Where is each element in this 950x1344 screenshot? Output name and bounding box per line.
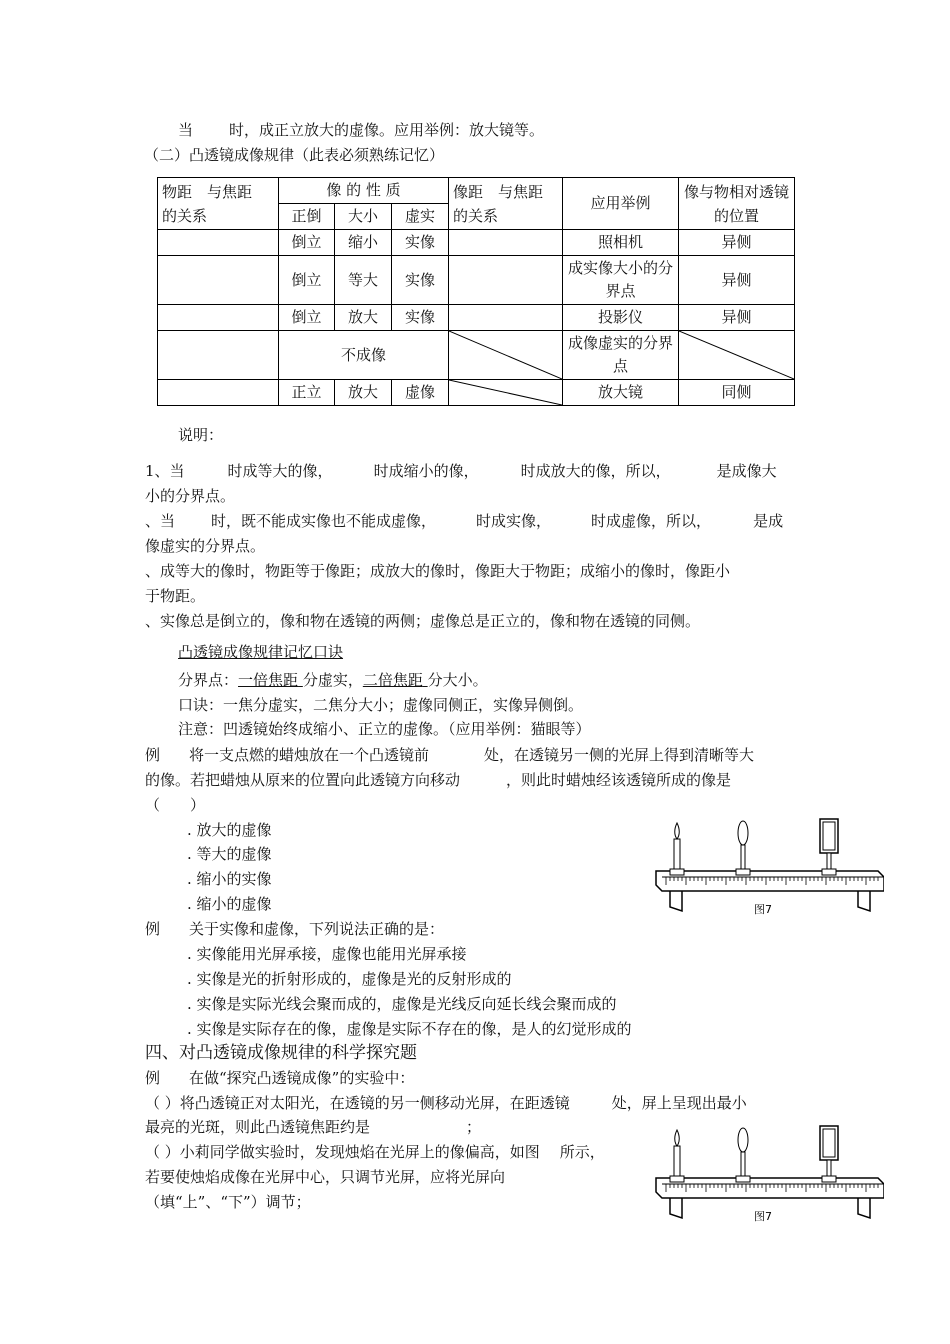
mnemonic-line-2: 口诀：一焦分虚实，二焦分大小；虚像同侧正，实像异侧倒。 xyxy=(178,696,584,714)
section-4-heading: 四、对凸透镜成像规律的科学探究题 xyxy=(145,1043,417,1063)
example-3-q1-cont: 最亮的光斑，则此凸透镜焦距约是 ； xyxy=(145,1118,482,1136)
diagonal-slash xyxy=(679,331,795,380)
example-3-q1: （ ）将凸透镜正对太阳光，在透镜的另一侧移动光屏，在距透镜 处，屏上呈现出最小 xyxy=(145,1094,747,1112)
header-image-distance: 像距 与焦距 的关系 xyxy=(449,178,563,230)
example-1-option: . 缩小的实像 xyxy=(187,870,272,888)
figure-label: 图7 xyxy=(754,1210,772,1223)
header-real: 虚实 xyxy=(392,204,449,230)
note-2-cont: 像虚实的分界点。 xyxy=(145,537,266,555)
table-row: 不成像 成像虚实的分界点 xyxy=(158,331,795,380)
example-1-stem: 例 将一支点燃的蜡烛放在一个凸透镜前 处，在透镜另一侧的光屏上得到清晰等大 xyxy=(145,746,755,764)
example-1-stem-2: 的像。若把蜡烛从原来的位置向此透镜方向移动 ，则此时蜡烛经该透镜所成的像是 xyxy=(145,771,732,789)
table-row: 倒立 放大 实像 投影仪 异侧 xyxy=(158,305,795,331)
mnemonic-line-3: 注意：凹透镜始终成缩小、正立的虚像。（应用举例：猫眼等） xyxy=(178,720,591,738)
header-application: 应用举例 xyxy=(563,178,679,230)
note-4: 、实像总是倒立的，像和物在透镜的两侧；虚像总是正立的，像和物在透镜的同侧。 xyxy=(145,612,701,630)
explain-title: 说明： xyxy=(178,426,224,444)
table-row: 倒立 等大 实像 成实像大小的分界点 异侧 xyxy=(158,256,795,305)
diagonal-slash xyxy=(449,380,563,406)
example-2-option: . 实像是实际光线会聚而成的，虚像是光线反向延长线会聚而成的 xyxy=(187,995,617,1013)
optical-bench-figure xyxy=(648,815,884,919)
example-1-option: . 缩小的虚像 xyxy=(187,895,272,913)
optical-bench-figure xyxy=(648,1122,884,1226)
diagonal-slash xyxy=(449,331,563,380)
note-1-cont: 小的分界点。 xyxy=(145,487,236,505)
note-2: 、当 时，既不能成实像也不能成虚像， 时成实像， 时成虚像，所以， 是成 xyxy=(145,512,784,530)
table-row: 正立 放大 虚像 放大镜 同侧 xyxy=(158,380,795,406)
example-2-option: . 实像是光的折射形成的，虚像是光的反射形成的 xyxy=(187,970,512,988)
section-title: （二）凸透镜成像规律（此表必须熟练记忆） xyxy=(144,146,445,164)
note-3: 、成等大的像时，物距等于像距；成放大的像时，像距大于物距；成缩小的像时，像距小 xyxy=(145,562,731,580)
example-3-q2-cont: 若要使烛焰成像在光屏中心，只调节光屏，应将光屏向 xyxy=(145,1168,506,1186)
optical-bench-drawing xyxy=(648,815,884,919)
header-image-property: 像 的 性 质 xyxy=(279,178,449,204)
example-3-q2: （ ）小莉同学做实验时，发现烛焰在光屏上的像偏高，如图 所示， xyxy=(145,1143,605,1161)
example-1-option: . 放大的虚像 xyxy=(187,821,272,839)
mnemonic-line-1: 分界点：一倍焦距 分虚实，二倍焦距 分大小。 xyxy=(178,671,488,689)
example-1-paren: （ ） xyxy=(145,796,206,814)
imaging-rules-table xyxy=(157,177,795,406)
example-2-option: . 实像是实际存在的像，虚像是实际不存在的像，是人的幻觉形成的 xyxy=(187,1020,632,1038)
note-3-cont: 于物距。 xyxy=(145,587,206,605)
header-object-distance: 物距 与焦距 的关系 xyxy=(158,178,279,230)
example-2-stem: 例 关于实像和虚像，下列说法正确的是： xyxy=(145,920,445,938)
header-upright: 正倒 xyxy=(279,204,335,230)
header-size: 大小 xyxy=(335,204,392,230)
figure-label: 图7 xyxy=(754,903,772,916)
header-relative-position: 像与物相对透镜的位置 xyxy=(679,178,795,230)
table-row: 倒立 缩小 实像 照相机 异侧 xyxy=(158,230,795,256)
top-line: 当 时，成正立放大的虚像。应用举例：放大镜等。 xyxy=(178,121,545,139)
note-1: 1、当 时成等大的像， 时成缩小的像， 时成放大的像，所以， 是成像大 xyxy=(145,462,777,480)
example-2-option: . 实像能用光屏承接，虚像也能用光屏承接 xyxy=(187,945,467,963)
example-1-option: . 等大的虚像 xyxy=(187,845,272,863)
optical-bench-drawing xyxy=(648,1122,884,1226)
mnemonic-title: 凸透镜成像规律记忆口诀 xyxy=(178,643,344,661)
example-3-q2-cont2: （填“上”、“下”）调节； xyxy=(145,1193,311,1211)
example-3-stem: 例 在做“探究凸透镜成像”的实验中： xyxy=(145,1069,415,1087)
